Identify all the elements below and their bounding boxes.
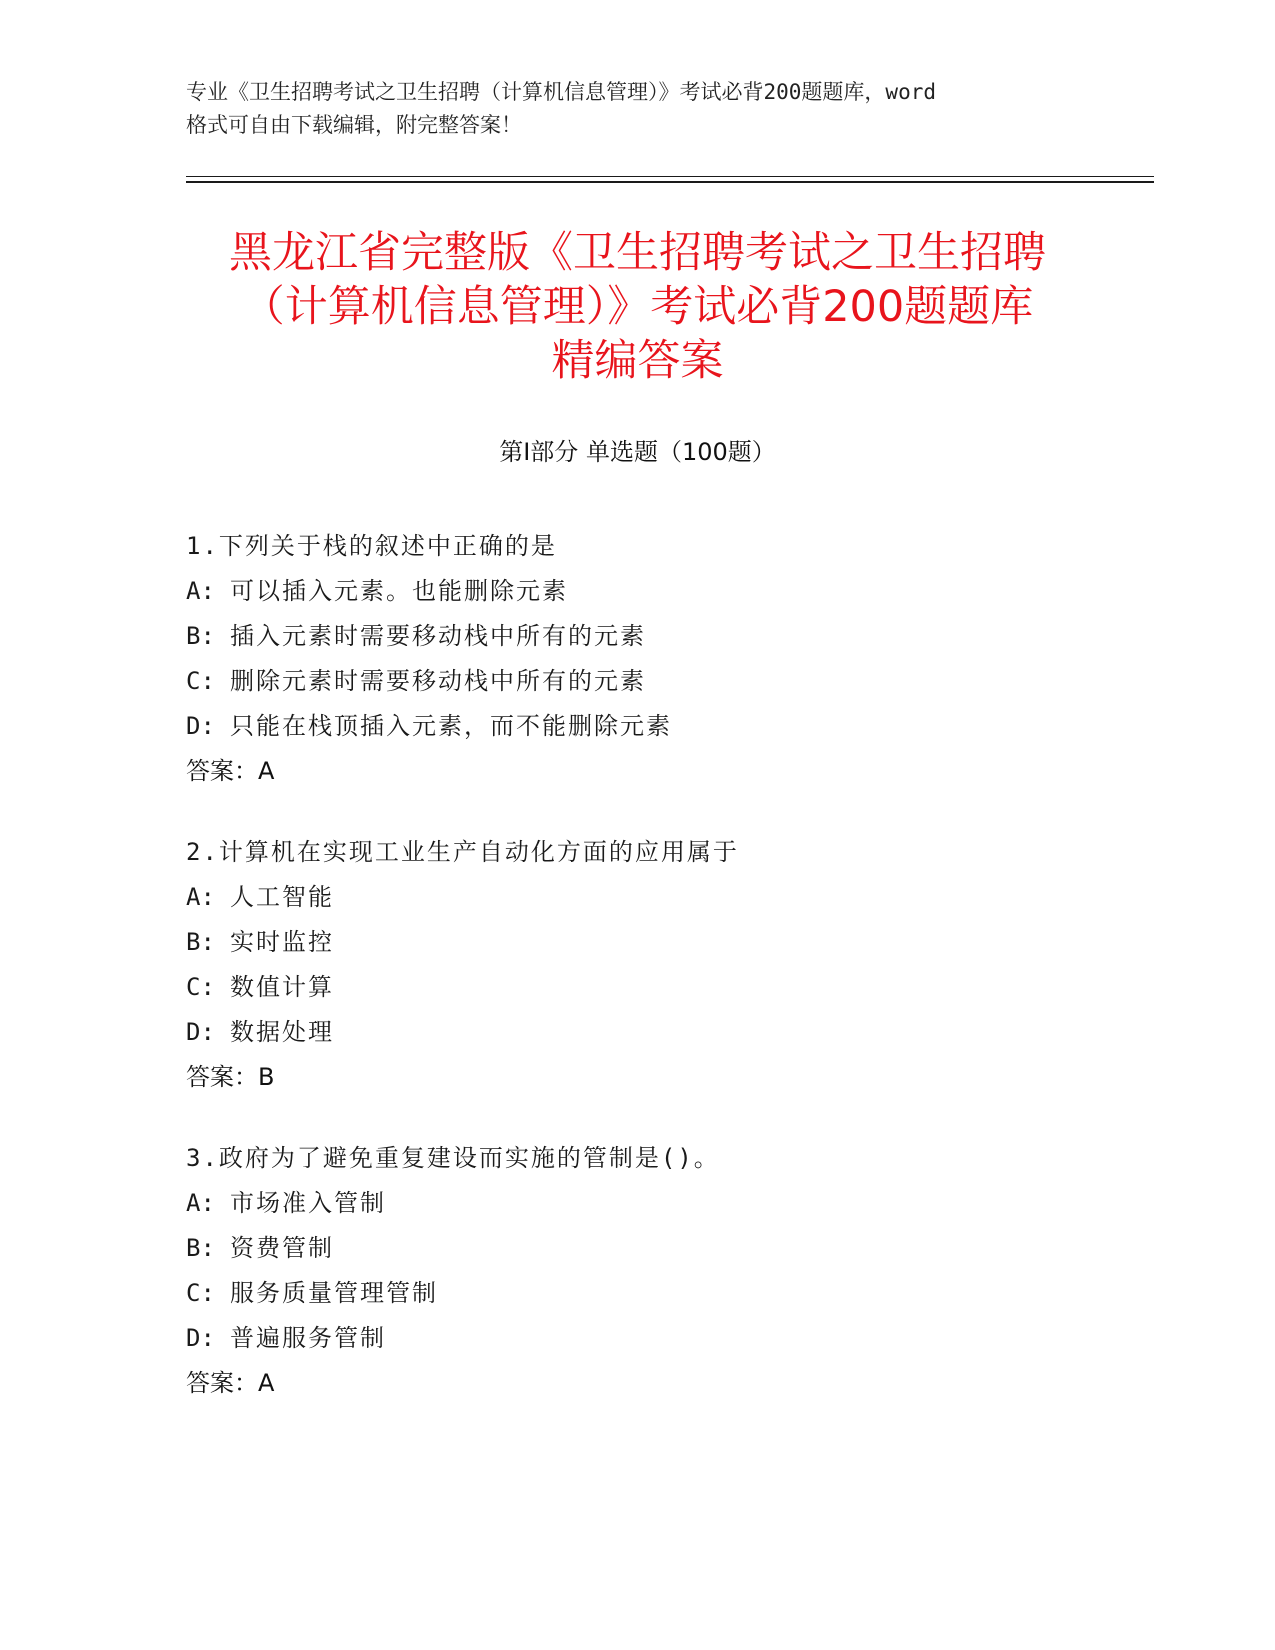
option-key: A: — [186, 1189, 215, 1217]
option-a — [186, 1181, 1146, 1226]
question-stem: 3.政府为了避免重复建设而实施的管制是()。 — [186, 1144, 720, 1172]
option-key: C: — [186, 667, 215, 695]
document-title-line-2: （计算机信息管理）》考试必背200题题库 — [241, 282, 1034, 332]
option-d — [186, 1010, 1146, 1055]
option-b — [186, 920, 1146, 965]
option-text: 资费管制 — [230, 1234, 334, 1262]
option-key: B: — [186, 622, 215, 650]
option-text: 只能在栈顶插入元素，而不能删除元素 — [230, 712, 672, 740]
option-b — [186, 614, 1146, 659]
question-1 — [186, 524, 1146, 794]
option-b — [186, 1226, 1146, 1271]
document-title-line-3: 精编答案 — [551, 336, 724, 386]
option-key: A: — [186, 577, 215, 605]
option-text: 删除元素时需要移动栈中所有的元素 — [230, 667, 646, 695]
option-text: 市场准入管制 — [230, 1189, 386, 1217]
option-key: D: — [186, 1324, 215, 1352]
option-key: B: — [186, 928, 215, 956]
option-text: 人工智能 — [230, 883, 334, 911]
option-a — [186, 875, 1146, 920]
question-stem: 2.计算机在实现工业生产自动化方面的应用属于 — [186, 838, 739, 866]
header-note-line-1: 专业《卫生招聘考试之卫生招聘（计算机信息管理）》考试必背200题题库，word — [186, 80, 936, 104]
option-text: 数值计算 — [230, 973, 334, 1001]
option-d — [186, 704, 1146, 749]
option-text: 插入元素时需要移动栈中所有的元素 — [230, 622, 646, 650]
option-key: C: — [186, 1279, 215, 1307]
option-key: A: — [186, 883, 215, 911]
answer-line: 答案：B — [186, 1063, 275, 1091]
option-key: D: — [186, 712, 215, 740]
header-note — [186, 76, 1086, 142]
header-divider-thin — [186, 176, 1154, 177]
document-title — [140, 226, 1135, 388]
option-a — [186, 569, 1146, 614]
question-stem: 1.下列关于栈的叙述中正确的是 — [186, 532, 557, 560]
option-c — [186, 1271, 1146, 1316]
document-title-line-1: 黑龙江省完整版《卫生招聘考试之卫生招聘 — [229, 228, 1046, 278]
option-text: 可以插入元素。也能删除元素 — [230, 577, 568, 605]
option-text: 普遍服务管制 — [230, 1324, 386, 1352]
option-c — [186, 965, 1146, 1010]
option-key: C: — [186, 973, 215, 1001]
header-note-line-2: 格式可自由下载编辑，附完整答案！ — [186, 113, 522, 137]
option-key: D: — [186, 1018, 215, 1046]
question-3 — [186, 1136, 1146, 1406]
answer-line: 答案：A — [186, 757, 275, 785]
option-text: 实时监控 — [230, 928, 334, 956]
section-title: 第Ⅰ部分 单选题（100题） — [499, 438, 776, 466]
option-text: 数据处理 — [230, 1018, 334, 1046]
question-list — [186, 524, 1146, 1442]
option-d — [186, 1316, 1146, 1361]
option-key: B: — [186, 1234, 215, 1262]
answer-line: 答案：A — [186, 1369, 275, 1397]
question-2 — [186, 830, 1146, 1100]
option-c — [186, 659, 1146, 704]
header-divider-thick — [186, 181, 1154, 183]
option-text: 服务质量管理管制 — [230, 1279, 438, 1307]
